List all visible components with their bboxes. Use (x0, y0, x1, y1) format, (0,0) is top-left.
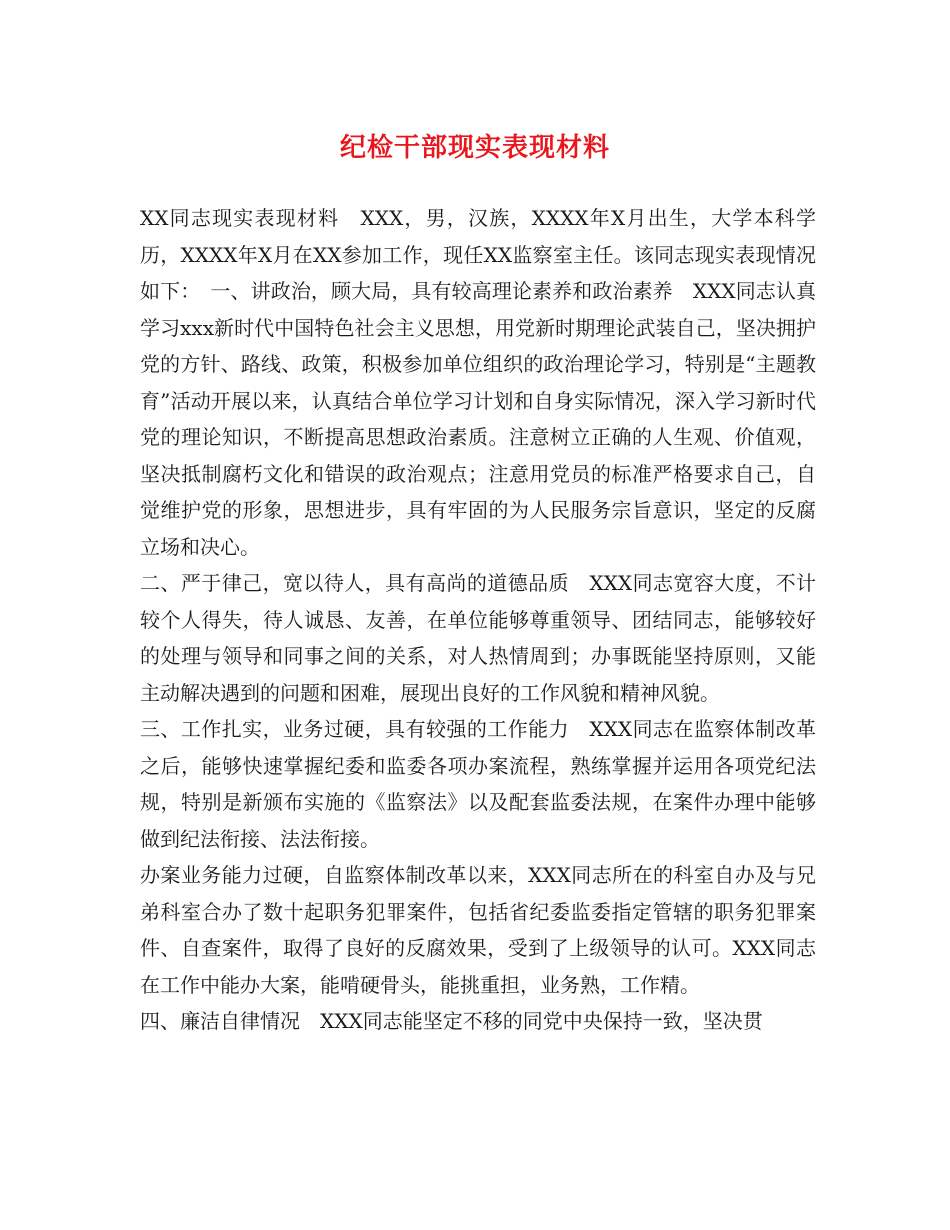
document-body (140, 200, 816, 1040)
paragraph-5: 四、廉洁自律情况 XXX同志能坚定不移的同党中央保持一致，坚决贯 (140, 1009, 763, 1033)
paragraph-4: 办案业务能力过硬，自监察体制改革以来，XXX同志所在的科室自办及与兄弟科室合办了数十起职务犯罪案件，包括省纪委监委指定管辖的职务犯罪案件、自查案件，取得了良好的反腐效果，受到了上级领导的认可。XXX同志在工作中能办大案，能啃硬骨头，能挑重担，业务熟，工作精。 (140, 863, 816, 997)
paragraph-3: 三、工作扎实，业务过硬，具有较强的工作能力 XXX同志在监察体制改革之后，能够快速掌握纪委和监委各项办案流程，熟练掌握并运用各项党纪法规，特别是新颁布实施的《监察法》以及配套监委法规，在案件办理中能够做到纪法衔接、法法衔接。 (140, 717, 816, 851)
paragraph-1: XX同志现实表现材料 XXX，男，汉族，XXXX年X月出生，大学本科学历，XXXX年X月在XX参加工作，现任XX监察室主任。该同志现实表现情况如下： 一、讲政治，顾大局，具有较高理论素养和政治素养 XXX同志认真学习xxx新时代中国特色社会主义思想，用党新时期理论武装自己，坚决拥护党的方针、路线、政策，积极参加单位组织的政治理论学习，特别是“主题教育”活动开展以来，认真结合单位学习计划和自身实际情况，深入学习新时代党的理论知识，不断提高思想政治素质。注意树立正确的人生观、价值观，坚决抵制腐朽文化和错误的政治观点；注意用党员的标准严格要求自己，自觉维护党的形象，思想进步，具有牢固的为人民服务宗旨意识，坚定的反腐立场和决心。 (140, 206, 816, 559)
paragraph-2: 二、严于律己，宽以待人，具有高尚的道德品质 XXX同志宽容大度，不计较个人得失，待人诚恳、友善，在单位能够尊重领导、团结同志，能够较好的处理与领导和同事之间的关系，对人热情周到；办事既能坚持原则，又能主动解决遇到的问题和困难，展现出良好的工作风貌和精神风貌。 (140, 571, 816, 705)
document-title: 纪检干部现实表现材料 (339, 133, 610, 163)
